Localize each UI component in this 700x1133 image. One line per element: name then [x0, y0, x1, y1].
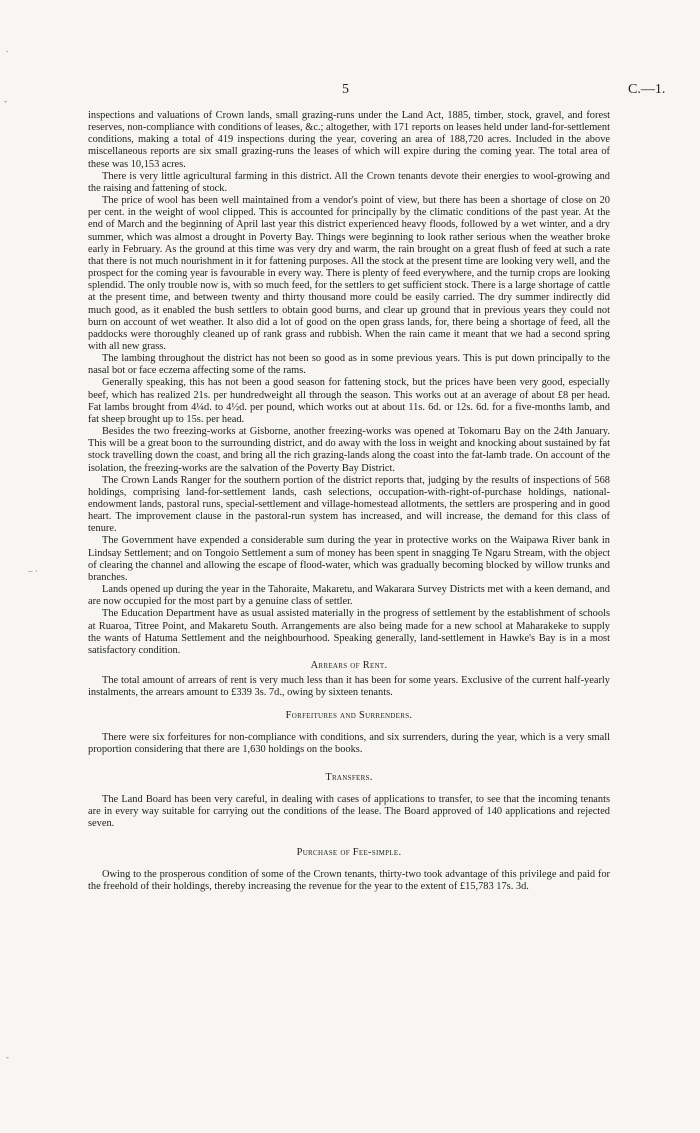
page-header: [0, 82, 700, 102]
heading-transfers: Transfers.: [325, 771, 373, 783]
paragraph-arrears: The total amount of arrears of rent is very much less than it has been for some years. Exclusive of the current half-yearly instalments, the arrears amount to £339 3s. 7d., owing by sixteen tenants.: [88, 675, 610, 699]
document-reference: C.—1.: [628, 82, 666, 97]
paragraph-season: Generally speaking, this has not been a good season for fattening stock, but the prices have been very good, especially beef, which has realized 21s. per hundredweight all through the season. This works out at an average of about £8 per head. Fat lambs brought from 4¼d. to 4½d. per pound, which works out at about 11s. 6d. or 12s. 6d. for a five-months lamb, and fat sheep brought up to 15s. per head.: [88, 377, 610, 425]
paragraph-intro: inspections and valuations of Crown lands, small grazing-runs under the Land Act, 1885, timber, stock, gravel, and forest reserves, non-compliance with conditions of leases, &c.; altogether, with 171 reports on leases held under land-for-settlement conditions, making a total of 419 inspections during the year, covering an area of 188,720 acres. Included in the above miscellaneous reports are six small grazing-runs the leases of which will expire during the coming year. The total area of these was 10,153 acres.: [88, 110, 610, 170]
heading-forfeitures-and-surrenders: Forfeitures and Surrenders.: [285, 709, 413, 721]
paragraph-forfeitures: There were six forfeitures for non-compliance with conditions, and six surrenders, during the year, which is a very small proportion considering that there are 1,630 holdings on the books.: [88, 731, 610, 755]
paragraph-transfers: The Land Board has been very careful, in dealing with cases of applications to transfer, to see that the incoming tenants are in every way suitable for carrying out the conditions of the lease. The Board approved of 140 applications and rejected seven.: [88, 794, 610, 830]
paragraph-ranger-report: The Crown Lands Ranger for the southern portion of the district reports that, judging by the results of inspections of 568 holdings, comprising land-for-settlement lands, cash selections, occupation-with-right-of-purchase holdings, national-endowment lands, pastoral runs, special-settlement and village-homestead allotments, the settlers are prospering and in good heart. The improvement clause in the pastoral-run system has increased, and will increase, the demand for this class of tenure.: [88, 474, 610, 535]
paragraph-education: The Education Department have as usual assisted materially in the progress of settlement by the establishment of schools at Ruaroa, Titree Point, and Makaretu South. Arrangements are also being made for a new school at Maharakeke to supply the wants of Hatuma Settlement and the neighbourhood. Speaking generally, land-settlement in Hawke's Bay is in a most satisfactory condition.: [88, 608, 610, 656]
heading-purchase-of-fee-simple: Purchase of Fee-simple.: [296, 846, 402, 858]
paragraph-freezing-works: Besides the two freezing-works at Gisborne, another freezing-works was opened at Tokomaru Bay on the 24th January. This will be a great boon to the surrounding district, and do away with the loss in weight and knocking about sustained by fat stock travelling down the coast, and bring all the rich grazing-lands along the coast into the fat-lamb trade. On account of the isolation, the freezing-works are the salvation of the Poverty Bay District.: [88, 426, 610, 474]
paragraph-wool: The price of wool has been well maintained from a vendor's point of view, but there has been a shortage of close on 20 per cent. in the weight of wool clipped. This is accounted for principally by the climatic conditions of the past year. At the end of March and the beginning of April last year this district experienced heavy floods, followed by a wet winter, and a dry summer, which was almost a drought in Poverty Bay. Things were beginning to look rather serious when the weather broke early in February. As the ground at this time was very dry and warm, the rain brought on a great flush of feed at such a rate that there is not much nourishment in it for fattening purposes. All the stock at the present time are looking very well, and the prospect for the coming year is favourable in every way. There is plenty of feed everywhere, and the turnip crops are looking splendid. The only trouble now is, with so much feed, for the settlers to get sufficient stock. There is a large shortage of cattle at the present time, and between twenty and thirty thousand more could be easily carried. The dry summer indirectly did much good, as it enabled the bush settlers to obtain good burns, and clear up ground that in previous years they could not burn on account of wet weather. It also did a lot of good on the open grass lands, for, there being a shortage of feed, all the paddocks were thoroughly cleaned up of rank grass and rubbish. When the rain came it meant that we had a second spring with all new grass.: [88, 195, 610, 352]
body-text: [88, 110, 610, 893]
page-number: 5: [342, 82, 349, 97]
paragraph-farming: There is very little agricultural farming in this district. All the Crown tenants devote their energies to wool-growing and the raising and fattening of stock.: [88, 170, 610, 194]
margin-mark: .: [6, 44, 9, 54]
paragraph-lambing: The lambing throughout the district has not been so good as in some previous years. This is put down principally to the nasal bot or face eczema affecting some of the rams.: [88, 353, 610, 377]
margin-mark: -: [6, 1052, 9, 1062]
paragraph-government-works: The Government have expended a considerable sum during the year in protective works on the Waipawa River bank in Lindsay Settlement; and on Tongoio Settlement a sum of money has been spent in snagging Te Ngaru Stream, with the object of clearing the channel and allowing the escape of flood-water, which was gradually becoming blocked by willow trunks and branches.: [88, 535, 610, 583]
paragraph-purchase: Owing to the prosperous condition of some of the Crown tenants, thirty-two took advantage of this privilege and paid for the freehold of their holdings, thereby increasing the revenue for the year to the extent of £15,783 17s. 3d.: [88, 868, 610, 892]
margin-mark: -: [4, 96, 7, 106]
paragraph-lands-opened: Lands opened up during the year in the Tahoraite, Makaretu, and Wakarara Survey Districts met with a keen demand, and are now occupied for the most part by a genuine class of settler.: [88, 584, 610, 608]
margin-mark: – ·: [28, 566, 38, 576]
heading-arrears-of-rent: Arrears of Rent.: [310, 660, 388, 672]
